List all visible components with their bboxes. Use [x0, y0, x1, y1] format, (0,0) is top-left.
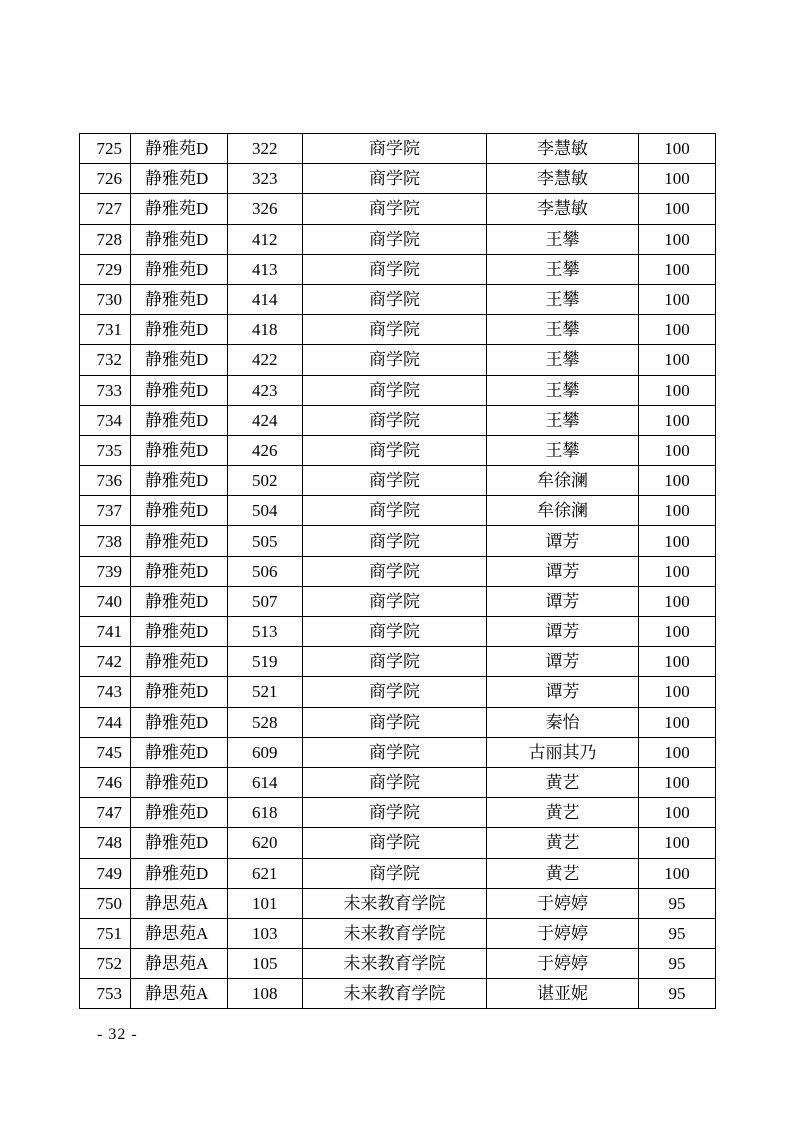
building-cell: 静雅苑D: [131, 466, 228, 496]
building-cell: 静雅苑D: [131, 405, 228, 435]
table-row: [80, 194, 716, 224]
counselor-cell: 黄艺: [487, 828, 639, 858]
table-row: [80, 737, 716, 767]
room-cell: 422: [228, 345, 303, 375]
college-cell: 商学院: [303, 375, 487, 405]
score-cell: 100: [639, 194, 716, 224]
room-cell: 424: [228, 405, 303, 435]
building-cell: 静雅苑D: [131, 767, 228, 797]
college-cell: 商学院: [303, 194, 487, 224]
row-number-cell: 746: [80, 767, 131, 797]
room-cell: 614: [228, 767, 303, 797]
room-cell: 423: [228, 375, 303, 405]
college-cell: 商学院: [303, 617, 487, 647]
score-cell: 100: [639, 134, 716, 164]
table-row: [80, 767, 716, 797]
table-row: [80, 284, 716, 314]
building-cell: 静雅苑D: [131, 556, 228, 586]
counselor-cell: 谭芳: [487, 647, 639, 677]
counselor-cell: 牟徐澜: [487, 496, 639, 526]
building-cell: 静雅苑D: [131, 496, 228, 526]
building-cell: 静雅苑D: [131, 617, 228, 647]
building-cell: 静思苑A: [131, 949, 228, 979]
table-row: [80, 496, 716, 526]
row-number-cell: 740: [80, 586, 131, 616]
building-cell: 静雅苑D: [131, 647, 228, 677]
score-cell: 100: [639, 798, 716, 828]
room-cell: 412: [228, 224, 303, 254]
score-cell: 100: [639, 677, 716, 707]
room-cell: 620: [228, 828, 303, 858]
score-cell: 100: [639, 858, 716, 888]
college-cell: 商学院: [303, 737, 487, 767]
building-cell: 静雅苑D: [131, 435, 228, 465]
room-cell: 322: [228, 134, 303, 164]
table-row: [80, 586, 716, 616]
counselor-cell: 于婷婷: [487, 918, 639, 948]
score-cell: 100: [639, 224, 716, 254]
counselor-cell: 王攀: [487, 405, 639, 435]
row-number-cell: 727: [80, 194, 131, 224]
building-cell: 静雅苑D: [131, 526, 228, 556]
counselor-cell: 黄艺: [487, 767, 639, 797]
counselor-cell: 于婷婷: [487, 949, 639, 979]
building-cell: 静雅苑D: [131, 707, 228, 737]
table-row: [80, 375, 716, 405]
room-cell: 618: [228, 798, 303, 828]
room-cell: 105: [228, 949, 303, 979]
row-number-cell: 735: [80, 435, 131, 465]
building-cell: 静雅苑D: [131, 858, 228, 888]
score-cell: 100: [639, 254, 716, 284]
table-row: [80, 888, 716, 918]
counselor-cell: 牟徐澜: [487, 466, 639, 496]
score-cell: 95: [639, 949, 716, 979]
row-number-cell: 726: [80, 164, 131, 194]
building-cell: 静雅苑D: [131, 586, 228, 616]
counselor-cell: 黄艺: [487, 798, 639, 828]
room-cell: 505: [228, 526, 303, 556]
score-cell: 100: [639, 435, 716, 465]
score-cell: 100: [639, 617, 716, 647]
table-row: [80, 556, 716, 586]
counselor-cell: 黄艺: [487, 858, 639, 888]
college-cell: 未来教育学院: [303, 918, 487, 948]
room-cell: 504: [228, 496, 303, 526]
room-cell: 621: [228, 858, 303, 888]
row-number-cell: 753: [80, 979, 131, 1009]
room-cell: 502: [228, 466, 303, 496]
building-cell: 静雅苑D: [131, 345, 228, 375]
table-row: [80, 798, 716, 828]
score-cell: 100: [639, 315, 716, 345]
counselor-cell: 谭芳: [487, 586, 639, 616]
score-cell: 95: [639, 888, 716, 918]
row-number-cell: 736: [80, 466, 131, 496]
room-cell: 528: [228, 707, 303, 737]
building-cell: 静雅苑D: [131, 194, 228, 224]
table-row: [80, 617, 716, 647]
building-cell: 静雅苑D: [131, 315, 228, 345]
room-cell: 426: [228, 435, 303, 465]
table-row: [80, 918, 716, 948]
college-cell: 商学院: [303, 647, 487, 677]
building-cell: 静雅苑D: [131, 224, 228, 254]
room-cell: 609: [228, 737, 303, 767]
row-number-cell: 747: [80, 798, 131, 828]
table-body: [80, 134, 716, 1009]
row-number-cell: 733: [80, 375, 131, 405]
counselor-cell: 王攀: [487, 254, 639, 284]
table-row: [80, 405, 716, 435]
college-cell: 商学院: [303, 707, 487, 737]
building-cell: 静雅苑D: [131, 134, 228, 164]
table-row: [80, 435, 716, 465]
score-cell: 100: [639, 737, 716, 767]
table-row: [80, 526, 716, 556]
score-cell: 100: [639, 828, 716, 858]
table-row: [80, 466, 716, 496]
table-row: [80, 707, 716, 737]
room-cell: 513: [228, 617, 303, 647]
counselor-cell: 王攀: [487, 345, 639, 375]
room-cell: 413: [228, 254, 303, 284]
row-number-cell: 732: [80, 345, 131, 375]
room-cell: 506: [228, 556, 303, 586]
table-row: [80, 858, 716, 888]
building-cell: 静雅苑D: [131, 254, 228, 284]
row-number-cell: 737: [80, 496, 131, 526]
room-cell: 323: [228, 164, 303, 194]
row-number-cell: 751: [80, 918, 131, 948]
building-cell: 静思苑A: [131, 979, 228, 1009]
row-number-cell: 739: [80, 556, 131, 586]
row-number-cell: 731: [80, 315, 131, 345]
score-cell: 100: [639, 496, 716, 526]
room-cell: 414: [228, 284, 303, 314]
building-cell: 静雅苑D: [131, 798, 228, 828]
college-cell: 商学院: [303, 435, 487, 465]
counselor-cell: 王攀: [487, 284, 639, 314]
dormitory-score-table: [79, 133, 716, 1009]
college-cell: 未来教育学院: [303, 979, 487, 1009]
college-cell: 商学院: [303, 677, 487, 707]
row-number-cell: 729: [80, 254, 131, 284]
row-number-cell: 748: [80, 828, 131, 858]
row-number-cell: 744: [80, 707, 131, 737]
college-cell: 商学院: [303, 466, 487, 496]
table-row: [80, 979, 716, 1009]
score-cell: 100: [639, 647, 716, 677]
row-number-cell: 745: [80, 737, 131, 767]
counselor-cell: 王攀: [487, 375, 639, 405]
college-cell: 商学院: [303, 345, 487, 375]
row-number-cell: 734: [80, 405, 131, 435]
college-cell: 未来教育学院: [303, 888, 487, 918]
college-cell: 商学院: [303, 858, 487, 888]
building-cell: 静雅苑D: [131, 375, 228, 405]
college-cell: 商学院: [303, 556, 487, 586]
score-cell: 100: [639, 466, 716, 496]
college-cell: 商学院: [303, 405, 487, 435]
room-cell: 108: [228, 979, 303, 1009]
score-cell: 100: [639, 284, 716, 314]
score-cell: 100: [639, 556, 716, 586]
counselor-cell: 古丽其乃: [487, 737, 639, 767]
building-cell: 静思苑A: [131, 888, 228, 918]
counselor-cell: 谭芳: [487, 617, 639, 647]
row-number-cell: 752: [80, 949, 131, 979]
counselor-cell: 李慧敏: [487, 134, 639, 164]
row-number-cell: 743: [80, 677, 131, 707]
college-cell: 未来教育学院: [303, 949, 487, 979]
college-cell: 商学院: [303, 586, 487, 616]
table-row: [80, 345, 716, 375]
college-cell: 商学院: [303, 526, 487, 556]
table-row: [80, 677, 716, 707]
row-number-cell: 750: [80, 888, 131, 918]
table-row: [80, 647, 716, 677]
row-number-cell: 725: [80, 134, 131, 164]
counselor-cell: 谌亚妮: [487, 979, 639, 1009]
college-cell: 商学院: [303, 496, 487, 526]
room-cell: 507: [228, 586, 303, 616]
counselor-cell: 谭芳: [487, 526, 639, 556]
college-cell: 商学院: [303, 224, 487, 254]
college-cell: 商学院: [303, 134, 487, 164]
room-cell: 103: [228, 918, 303, 948]
counselor-cell: 秦怡: [487, 707, 639, 737]
building-cell: 静雅苑D: [131, 284, 228, 314]
counselor-cell: 谭芳: [487, 556, 639, 586]
row-number-cell: 728: [80, 224, 131, 254]
counselor-cell: 于婷婷: [487, 888, 639, 918]
building-cell: 静雅苑D: [131, 737, 228, 767]
table-row: [80, 224, 716, 254]
row-number-cell: 742: [80, 647, 131, 677]
row-number-cell: 749: [80, 858, 131, 888]
college-cell: 商学院: [303, 254, 487, 284]
score-cell: 100: [639, 375, 716, 405]
counselor-cell: 王攀: [487, 224, 639, 254]
building-cell: 静雅苑D: [131, 828, 228, 858]
room-cell: 418: [228, 315, 303, 345]
table-row: [80, 254, 716, 284]
score-cell: 95: [639, 979, 716, 1009]
building-cell: 静雅苑D: [131, 164, 228, 194]
college-cell: 商学院: [303, 164, 487, 194]
college-cell: 商学院: [303, 828, 487, 858]
college-cell: 商学院: [303, 798, 487, 828]
table-row: [80, 949, 716, 979]
building-cell: 静雅苑D: [131, 677, 228, 707]
page-number: - 32 -: [97, 1026, 138, 1043]
score-cell: 100: [639, 526, 716, 556]
score-cell: 100: [639, 345, 716, 375]
counselor-cell: 李慧敏: [487, 194, 639, 224]
table-row: [80, 828, 716, 858]
counselor-cell: 王攀: [487, 315, 639, 345]
room-cell: 101: [228, 888, 303, 918]
row-number-cell: 738: [80, 526, 131, 556]
score-cell: 100: [639, 767, 716, 797]
row-number-cell: 741: [80, 617, 131, 647]
counselor-cell: 李慧敏: [487, 164, 639, 194]
building-cell: 静思苑A: [131, 918, 228, 948]
college-cell: 商学院: [303, 284, 487, 314]
score-cell: 100: [639, 164, 716, 194]
table-row: [80, 164, 716, 194]
score-cell: 100: [639, 707, 716, 737]
row-number-cell: 730: [80, 284, 131, 314]
counselor-cell: 王攀: [487, 435, 639, 465]
score-cell: 95: [639, 918, 716, 948]
table-row: [80, 315, 716, 345]
table-row: [80, 134, 716, 164]
counselor-cell: 谭芳: [487, 677, 639, 707]
room-cell: 519: [228, 647, 303, 677]
college-cell: 商学院: [303, 315, 487, 345]
score-cell: 100: [639, 586, 716, 616]
room-cell: 521: [228, 677, 303, 707]
score-cell: 100: [639, 405, 716, 435]
college-cell: 商学院: [303, 767, 487, 797]
room-cell: 326: [228, 194, 303, 224]
